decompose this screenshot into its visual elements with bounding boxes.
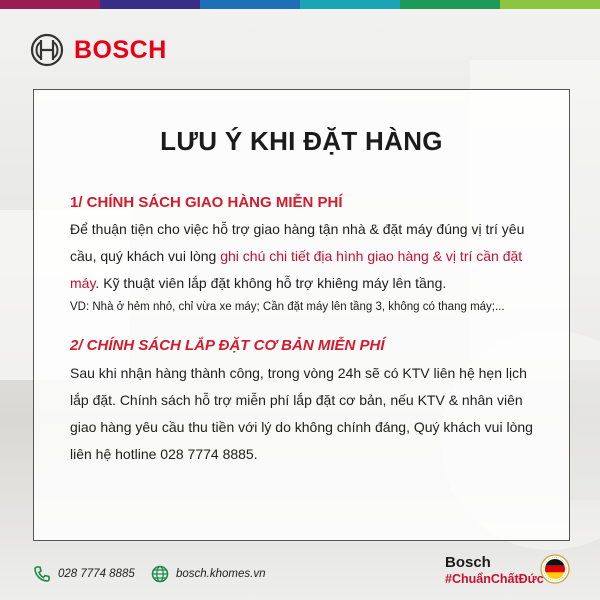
installation-policy-text: Sau khi nhận hàng thành công, trong vòng 24h sẽ có KTV liên hệ hẹn lịch lắp đặt. Chính sách hỗ trợ miễn phí lắp đặt cơ bản, nếu KTV & nhân viên giao hàng yêu cầu thu tiền với lý do không chính đáng, Quý khách vui lòng liên hệ hotline 028 7774 8885.: [70, 365, 533, 462]
color-stripe: [500, 0, 600, 9]
brand-tagline: [445, 554, 544, 586]
color-stripe: [400, 0, 500, 9]
footer: [0, 555, 600, 600]
bosch-armature-icon: [30, 33, 64, 67]
delivery-text-highlight: ghi chú chi tiết địa hình giao hàng & vị trí cần đặt máy: [70, 248, 523, 291]
section-heading-delivery: 1/ CHÍNH SÁCH GIAO HÀNG MIỄN PHÍ: [70, 194, 343, 211]
delivery-example-note: VD: Nhà ở hẻm nhỏ, chỉ vừa xe máy; Cần đặt máy lên tầng 3, không có thang máy;...: [70, 301, 505, 313]
page-title: LƯU Ý KHI ĐẶT HÀNG: [160, 126, 443, 156]
german-flag-badge-icon: [540, 554, 570, 584]
globe-icon: [151, 565, 169, 583]
color-stripe: [0, 0, 100, 9]
delivery-text-part2: . Kỹ thuật viên lắp đặt không hỗ trợ khiêng máy lên tầng.: [95, 275, 447, 291]
section-heading-installation: 2/ CHÍNH SÁCH LẮP ĐẶT CƠ BẢN MIỄN PHÍ: [70, 337, 385, 354]
delivery-policy-text: [70, 216, 540, 297]
delivery-text-part1: Để thuận tiện cho việc hỗ trợ giao hàng tận nhà & đặt máy đúng vị trí yêu cầu, quý khách vui lòng: [70, 221, 525, 264]
website-contact[interactable]: [151, 565, 266, 583]
notice-panel: [33, 89, 570, 541]
tagline-brand: Bosch: [445, 554, 491, 571]
color-stripe: [300, 0, 400, 9]
color-stripe: [100, 0, 200, 9]
top-color-bar: [0, 0, 600, 9]
tagline-hashtag: #ChuẩnChấtĐức: [445, 572, 544, 586]
hotline-number: 028 7774 8885: [58, 568, 135, 580]
website-url: bosch.khomes.vn: [176, 568, 266, 580]
color-stripe: [200, 0, 300, 9]
phone-icon: [33, 565, 51, 583]
brand-logo: [30, 33, 167, 67]
brand-name: BOSCH: [74, 35, 167, 64]
hotline-contact[interactable]: [33, 565, 135, 583]
